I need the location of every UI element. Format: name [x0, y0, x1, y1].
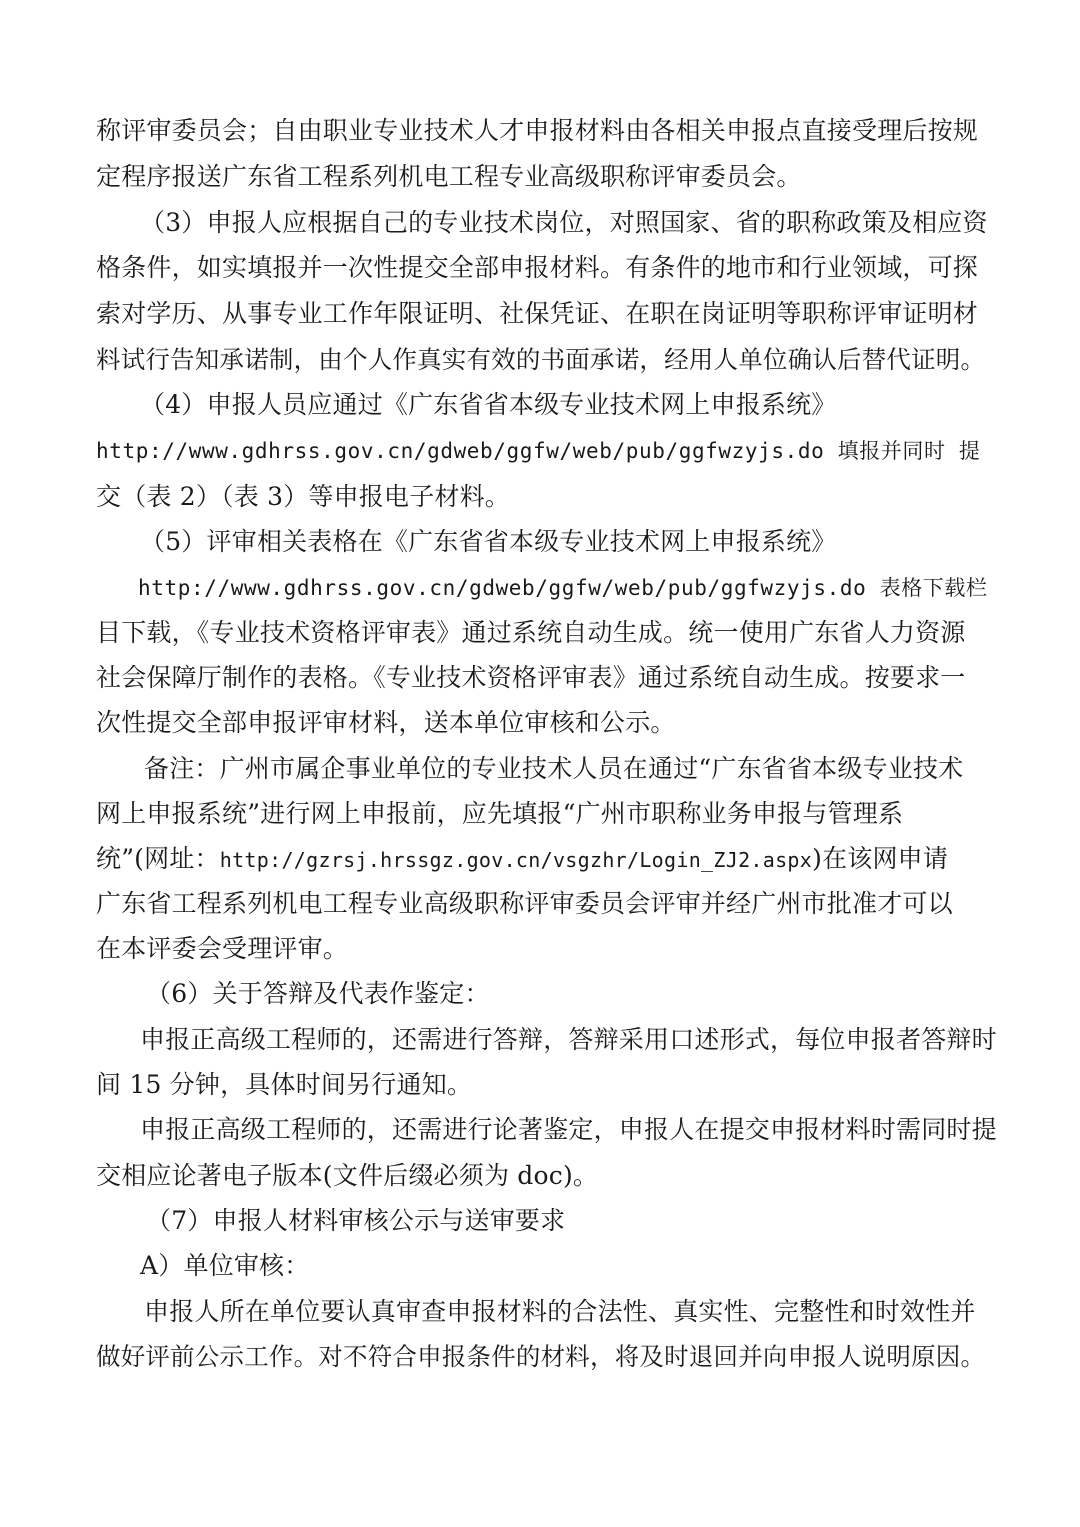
text-line: （4）申报人员应通过《广东省省本级专业技术网上申报系统》 [140, 390, 837, 419]
text-line: （6）关于答辩及代表作鉴定： [146, 979, 490, 1008]
text-line: 目下载，《专业技术资格评审表》通过系统自动生成。统一使用广东省人力资源 [96, 618, 966, 647]
text-line: 广东省工程系列机电工程专业高级职称评审委员会评审并经广州市批准才可以 [96, 889, 953, 918]
text-line: 料试行告知承诺制，由个人作真实有效的书面承诺，经用人单位确认后替代证明。 [96, 345, 986, 374]
text-line: 社会保障厅制作的表格。《专业技术资格评审表》通过系统自动生成。按要求一 [96, 663, 966, 692]
mixed-url-line [96, 842, 948, 876]
url-line: http://www.gdhrss.gov.cn/gdweb/ggfw/web/pub/ggfwzyjs.do 表格下载栏 [138, 576, 988, 600]
text-line: 称评审委员会；自由职业专业技术人才申报材料由各相关申报点直接受理后按规 [96, 116, 979, 145]
text-line: 索对学历、从事专业工作年限证明、社保凭证、在职在岗证明等职称评审证明材 [96, 299, 979, 328]
text-line: 次性提交全部申报评审材料，送本单位审核和公示。 [96, 708, 676, 737]
text-segment: 统”(网址： [96, 844, 220, 873]
url-segment: http://gzrsj.hrssgz.gov.cn/vsgzhr/Login_ZJ2.aspx [219, 848, 813, 872]
text-line: A）单位审核： [140, 1251, 310, 1280]
text-line: 格条件，如实填报并一次性提交全部申报材料。有条件的地市和行业领域，可探 [96, 253, 979, 282]
text-line: 申报正高级工程师的，还需进行答辩，答辩采用口述形式，每位申报者答辩时 [140, 1025, 997, 1054]
text-line: （7）申报人材料审核公示与送审要求 [146, 1206, 566, 1235]
text-line: 申报人所在单位要认真审查申报材料的合法性、真实性、完整性和时效性并 [144, 1297, 976, 1326]
text-line: 做好评前公示工作。对不符合申报条件的材料，将及时退回并向申报人说明原因。 [96, 1342, 986, 1371]
text-line: 间 15 分钟，具体时间另行通知。 [96, 1070, 473, 1099]
text-line: 定程序报送广东省工程系列机电工程专业高级职称评审委员会。 [96, 162, 802, 191]
url-line: http://www.gdhrss.gov.cn/gdweb/ggfw/web/pub/ggfwzyjs.do 填报并同时 提 [96, 439, 981, 463]
text-segment: )在该网申请 [812, 844, 949, 873]
text-line: （5）评审相关表格在《广东省省本级专业技术网上申报系统》 [140, 527, 837, 556]
text-line: 在本评委会受理评审。 [96, 934, 349, 963]
text-line: 交（表 2）（表 3）等申报电子材料。 [96, 482, 511, 511]
text-line: 备注：广州市属企事业单位的专业技术人员在通过“广东省省本级专业技术 [144, 754, 964, 783]
text-line: （3）申报人应根据自己的专业技术岗位，对照国家、省的职称政策及相应资 [140, 208, 988, 237]
text-line: 交相应论著电子版本(文件后缀必须为 doc)。 [96, 1161, 599, 1190]
text-line: 申报正高级工程师的，还需进行论著鉴定，申报人在提交申报材料时需同时提 [140, 1115, 997, 1144]
text-line: 网上申报系统”进行网上申报前，应先填报“广州市职称业务申报与管理系 [96, 799, 904, 828]
